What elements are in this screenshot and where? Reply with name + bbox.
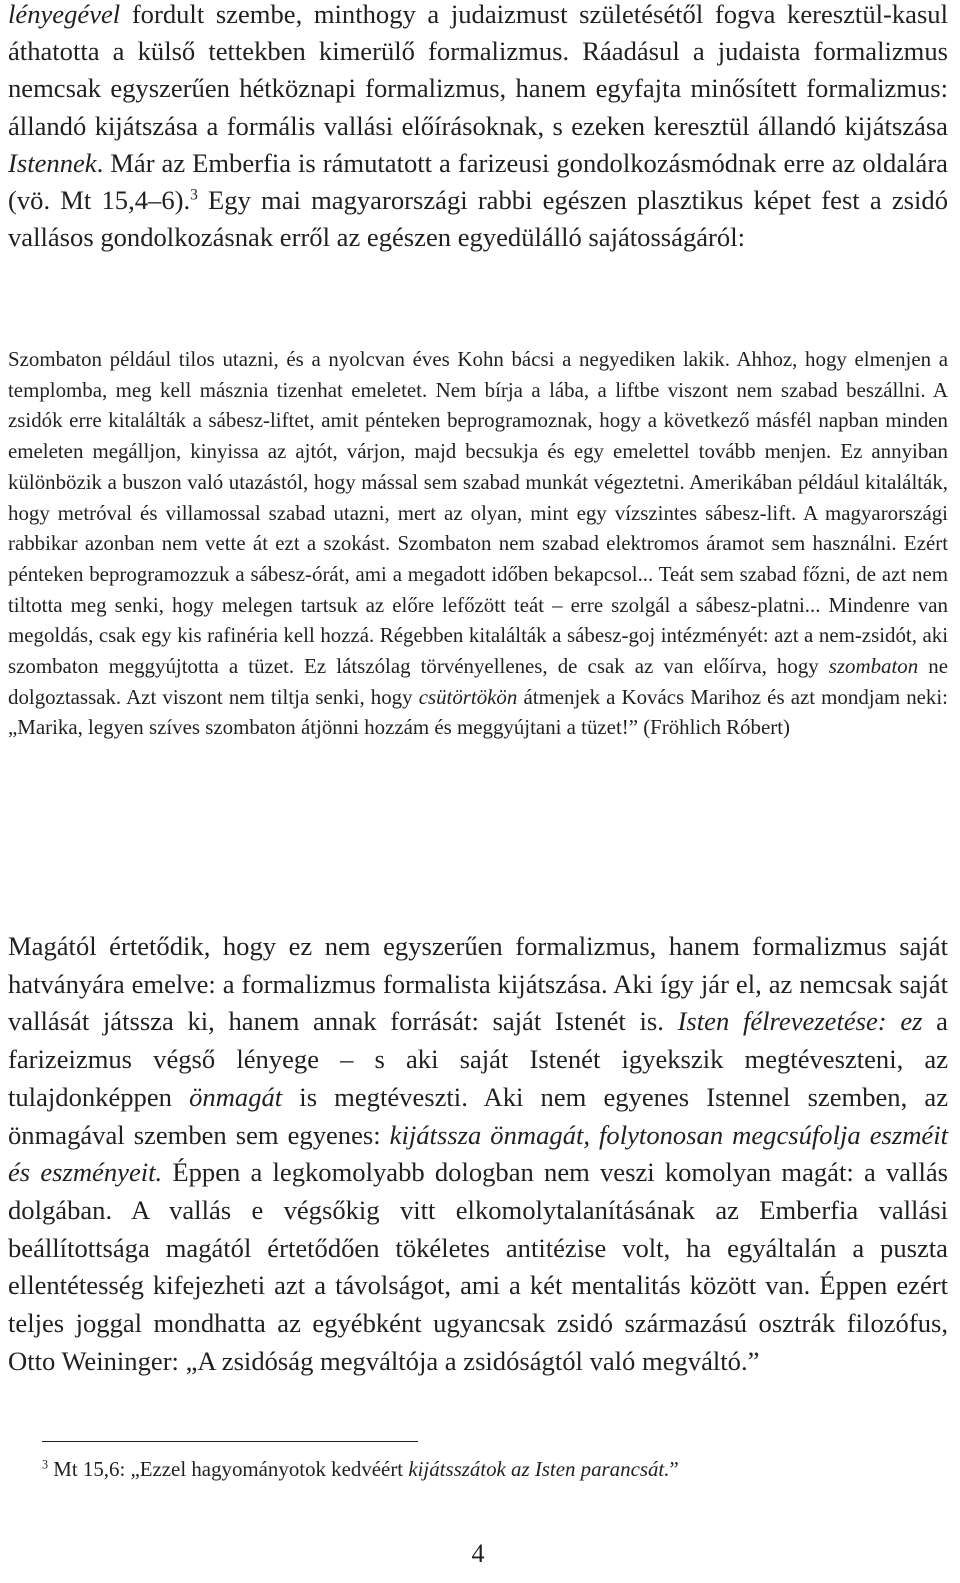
paragraph-text: Egy mai magyarországi rabbi egészen plasztikus képet fest a zsidó vallásos gondolkozásnak erről az egészen egyedülálló sajátosságáról: [8, 185, 948, 253]
paragraph-text: is megtéveszti. Aki nem egyenes Istennel szemben, az önmagával szemben sem egyenes: [8, 1081, 948, 1150]
italic-phrase: lényegével [8, 0, 121, 29]
footnote-reference[interactable]: 3 [190, 186, 198, 204]
italic-phrase: csütörtökön [418, 684, 518, 709]
quote-text: ne dolgoztassak. Azt viszont nem tiltja senki, hogy [8, 654, 948, 709]
footnote-text: Mt 15,6: „Ezzel hagyományotok kedvéért [48, 1457, 409, 1481]
paragraph-text: Éppen a legkomolyabb dologban nem veszi komolyan magát: a vallás dolgában. A vallás e végsőkig vitt elkomolytalanításának az Emberfia vallási beállítottsága magától értetődően tökéletes antitézise volt, ha egyáltalán a puszta ellentétesség kifejezheti azt a távolságot, ami a két mentalitás között van. Éppen ezért teljes joggal mondhatta az egyébként ugyancsak zsidó származású osztrák filozófus, Otto Weininger: „A zsidóság megváltója a zsidóságtól való megváltó.” [8, 1157, 948, 1376]
footnote-text: ” [669, 1457, 679, 1481]
quote-text: átmenjek a Kovács Marihoz és azt mondjam neki: „Marika, legyen szíves szombaton átjönni hozzám és meggyújtani a tüzet!” (Fröhlich Róbert) [8, 684, 948, 740]
italic-phrase: önmagát [189, 1081, 283, 1112]
quote-text: Szombaton például tilos utazni, és a nyolcvan éves Kohn bácsi a negyediken lakik. Ahhoz, hogy elmenjen a templomba, meg kell másznia tizenhat emeletet. Nem bírja a lába, a liftbe viszont nem szabad beszállni. A zsidók erre kitalálták a sábesz-liftet, amit pénteken beprogramoznak, hogy a következő másfél napban minden emeleten megálljon, kinyissa az ajtót, várjon, majd becsukja és egy emelettel tovább menjen. Ez annyiban különbözik a buszon való utazástól, hogy mással sem szabad munkát végeztetni. Amerikában például kitalálták, hogy metróval és villamossal szabad utazni, mert az olyan, mint egy vízszintes sábesz-lift. A magyarországi rabbikar azonban nem vette át ezt a szokást. Szombaton nem szabad elektromos áramot sem használni. Ezért pénteken beprogramozzuk a sábesz-órát, ami a megadott időben bekapcsol... Teát sem szabad főzni, de azt nem tiltotta meg senki, hogy melegen tartsuk az előre lefőzött teát – erre szolgál a sábesz-platni... Mindenre van megoldás, csak egy kis rafinéria kell hozzá. Régebben kitalálták a sábesz-goj intézményét: azt a nem-zsidót, aki szombaton meggyújtotta a tüzet. Ez látszólag törvényellenes, de csak az van előírva, hogy [8, 347, 948, 679]
body-paragraph-2 [8, 928, 948, 1380]
paragraph-text: Magától értetődik, hogy ez nem egyszerűen formalizmus, hanem formalizmus saját hatványára emelve: a formalizmus formalista kijátszása. Aki így jár el, az nemcsak saját vallását játssza ki, hanem annak forrását: saját Istenét is. [8, 931, 948, 1037]
footnote-divider [42, 1441, 418, 1442]
block-quote [8, 344, 948, 743]
italic-phrase: kijátsszátok az Isten parancsát. [408, 1457, 670, 1481]
paragraph-text: a farizeizmus végső lényege – s aki saját Istenét igyekszik megtéveszteni, az tulajdonképpen [8, 1006, 948, 1112]
italic-phrase: Isten félrevezetése: ez [677, 1006, 923, 1037]
italic-phrase: kijátssza önmagát, folytonosan megcsúfolja eszméit és eszményeit. [8, 1119, 948, 1188]
italic-phrase: Istennek [8, 147, 97, 178]
paragraph-text: fordult szembe, minthogy a judaizmust születésétől fogva keresztül-kasul áthatotta a külső tettekben kimerülő formalizmus. Ráadásul a judaista formalizmus nemcsak egyszerűen hétköznapi formalizmus, hanem egyfajta minősített formalizmus: állandó kijátszása a formális vallási előírásoknak, s ezeken keresztül állandó kijátszása [8, 0, 948, 141]
page-number: 4 [471, 1539, 485, 1568]
body-paragraph-1 [8, 0, 948, 256]
footnote [42, 1455, 942, 1483]
italic-phrase: szombaton [828, 654, 919, 679]
footnote-number: 3 [42, 1457, 49, 1472]
paragraph-text: . Már az Emberfia is rámutatott a farizeusi gondolkozásmódnak erre az oldalára (vö. Mt 15,4–6). [8, 147, 948, 216]
